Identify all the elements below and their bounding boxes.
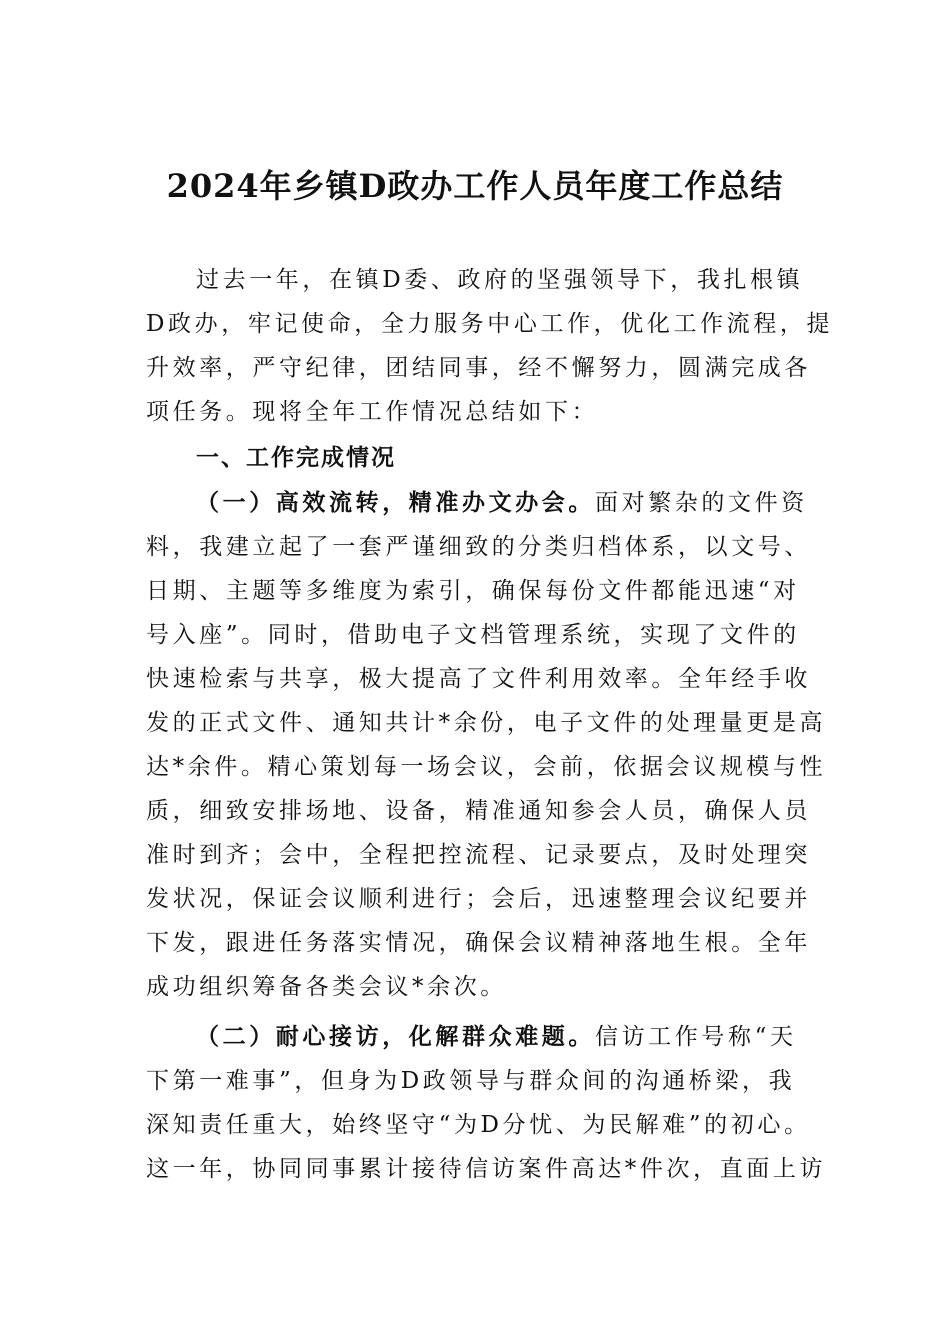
paragraph-line: 深知责任重大，始终坚守“为D分忧、为民解难”的初心。 <box>146 1112 811 1138</box>
paragraph-line: 过去一年，在镇D委、政府的坚强领导下，我扎根镇 <box>196 267 804 293</box>
paragraph-line: 号入座”。同时，借助电子文档管理系统，实现了文件的 <box>146 622 800 648</box>
paragraph-line: 质，细致安排场地、设备，精准通知参会人员，确保人员 <box>146 798 811 824</box>
paragraph-line: 升效率，严守纪律，团结同事，经不懈努力，圆满完成各 <box>146 355 811 381</box>
paragraph-text: 信访工作号称“天 <box>595 1024 797 1050</box>
paragraph-line: 发状况，保证会议顺利进行；会后，迅速整理会议纪要并 <box>146 886 811 912</box>
subsection-heading: （一）高效流转，精准办文办会。 <box>196 489 595 516</box>
subsection-line <box>196 486 808 520</box>
paragraph-line: 料，我建立起了一套严谨细致的分类归档体系，以文号、 <box>146 534 811 560</box>
paragraph-line: 达*余件。精心策划每一场会议，会前，依据会议规模与性 <box>146 754 827 780</box>
paragraph-text: 面对繁杂的文件资 <box>595 490 808 516</box>
paragraph-line: 快速检索与共享，极大提高了文件利用效率。全年经手收 <box>146 666 811 692</box>
paragraph-line: 项任务。现将全年工作情况总结如下： <box>146 399 599 425</box>
paragraph-line: 这一年，协同同事累计接待信访案件高达*件次，直面上访 <box>146 1156 827 1182</box>
paragraph-line: 日期、主题等多维度为索引，确保每份文件都能迅速“对 <box>146 578 800 604</box>
subsection-heading: （二）耐心接访，化解群众难题。 <box>196 1023 595 1050</box>
paragraph-line: 下发，跟进任务落实情况，确保会议精神落地生根。全年 <box>146 930 811 956</box>
paragraph-line: 成功组织筹备各类会议*余次。 <box>146 974 507 1000</box>
paragraph-line: 准时到齐；会中，全程把控流程、记录要点，及时处理突 <box>146 842 811 868</box>
paragraph-line: D政办，牢记使命，全力服务中心工作，优化工作流程，提 <box>146 311 834 337</box>
subsection-line <box>196 1020 797 1054</box>
paragraph-line: 下第一难事”，但身为D政领导与群众间的沟通桥梁，我 <box>146 1068 796 1094</box>
document-title: 2024年乡镇D政办工作人员年度工作总结 <box>166 167 784 205</box>
section-heading: 一、工作完成情况 <box>196 445 396 471</box>
paragraph-line: 发的正式文件、通知共计*余份，电子文件的处理量更是高 <box>146 710 827 736</box>
